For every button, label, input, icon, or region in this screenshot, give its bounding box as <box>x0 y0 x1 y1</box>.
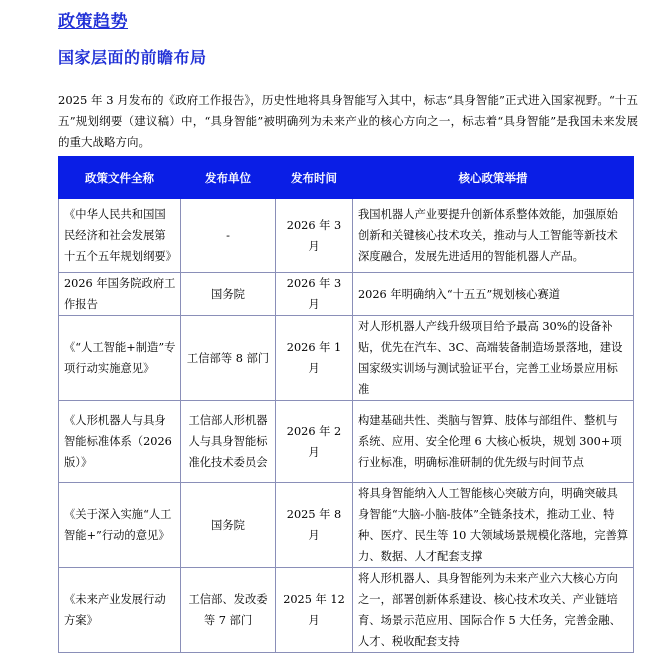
policy-table <box>58 156 634 653</box>
date-cell: 2026 年 2 月 <box>276 401 353 483</box>
policy-name-cell: 《“人工智能+制造”专项行动实施意见》 <box>59 316 181 401</box>
header-measures: 核心政策举措 <box>353 157 634 199</box>
issuer-cell: 国务院 <box>181 483 276 568</box>
sub-title: 国家层面的前瞻布局 <box>58 48 207 67</box>
issuer-cell: 国务院 <box>181 273 276 316</box>
issuer-cell: - <box>181 199 276 273</box>
measures-cell: 对人形机器人产线升级项目给予最高 30%的设备补贴，优先在汽车、3C、高端装备制造场景落地，建设国家级实训场与测试验证平台，完善工业场景应用标准 <box>353 316 634 401</box>
header-date: 发布时间 <box>276 157 353 199</box>
issuer-cell: 工信部人形机器人与具身智能标准化技术委员会 <box>181 401 276 483</box>
measures-cell: 构建基础共性、类脑与智算、肢体与部组件、整机与系统、应用、安全伦理 6 大核心板块，规划 300+项行业标准，明确标准研制的优先级与时间节点 <box>353 401 634 483</box>
issuer-cell: 工信部等 8 部门 <box>181 316 276 401</box>
date-cell: 2025 年 12 月 <box>276 568 353 653</box>
table-row <box>59 273 634 316</box>
table-header-row <box>59 157 634 199</box>
header-policy-name: 政策文件全称 <box>59 157 181 199</box>
table-row <box>59 401 634 483</box>
policy-name-cell: 《未来产业发展行动方案》 <box>59 568 181 653</box>
intro-paragraph: 2025 年 3 月发布的《政府工作报告》，历史性地将具身智能写入其中，标志“具身智能”正式进入国家视野。“十五五”规划纲要（建议稿）中，“具身智能”被明确列为未来产业的核心方向之一，标志着“具身智能”是我国未来发展的重大战略方向。 <box>58 93 638 149</box>
table-row <box>59 199 634 273</box>
section-title[interactable]: 政策趋势 <box>58 12 128 32</box>
date-cell: 2025 年 8 月 <box>276 483 353 568</box>
policy-name-cell: 《中华人民共和国国民经济和社会发展第十五个五年规划纲要》 <box>59 199 181 273</box>
policy-name-cell: 《关于深入实施“人工智能+”行动的意见》 <box>59 483 181 568</box>
issuer-cell: 工信部、发改委等 7 部门 <box>181 568 276 653</box>
policy-name-cell: 《人形机器人与具身智能标准体系（2026 版）》 <box>59 401 181 483</box>
policy-name-cell: 2026 年国务院政府工作报告 <box>59 273 181 316</box>
date-cell: 2026 年 3 月 <box>276 273 353 316</box>
table-row <box>59 568 634 653</box>
header-issuer: 发布单位 <box>181 157 276 199</box>
date-cell: 2026 年 3 月 <box>276 199 353 273</box>
measures-cell: 2026 年明确纳入“十五五”规划核心赛道 <box>353 273 634 316</box>
table-row <box>59 316 634 401</box>
measures-cell: 将人形机器人、具身智能列为未来产业六大核心方向之一，部署创新体系建设、核心技术攻关、产业链培育、场景示范应用、国际合作 5 大任务，完善金融、人才、税收配套支持 <box>353 568 634 653</box>
table-row <box>59 483 634 568</box>
measures-cell: 我国机器人产业要提升创新体系整体效能，加强原始创新和关键核心技术攻关，推动与人工智能等新技术深度融合，发展先进适用的智能机器人产品。 <box>353 199 634 273</box>
date-cell: 2026 年 1 月 <box>276 316 353 401</box>
measures-cell: 将具身智能纳入人工智能核心突破方向，明确突破具身智能“大脑-小脑-肢体”全链条技术，推动工业、特种、医疗、民生等 10 大领域场景规模化落地，完善算力、数据、人才配套支撑 <box>353 483 634 568</box>
